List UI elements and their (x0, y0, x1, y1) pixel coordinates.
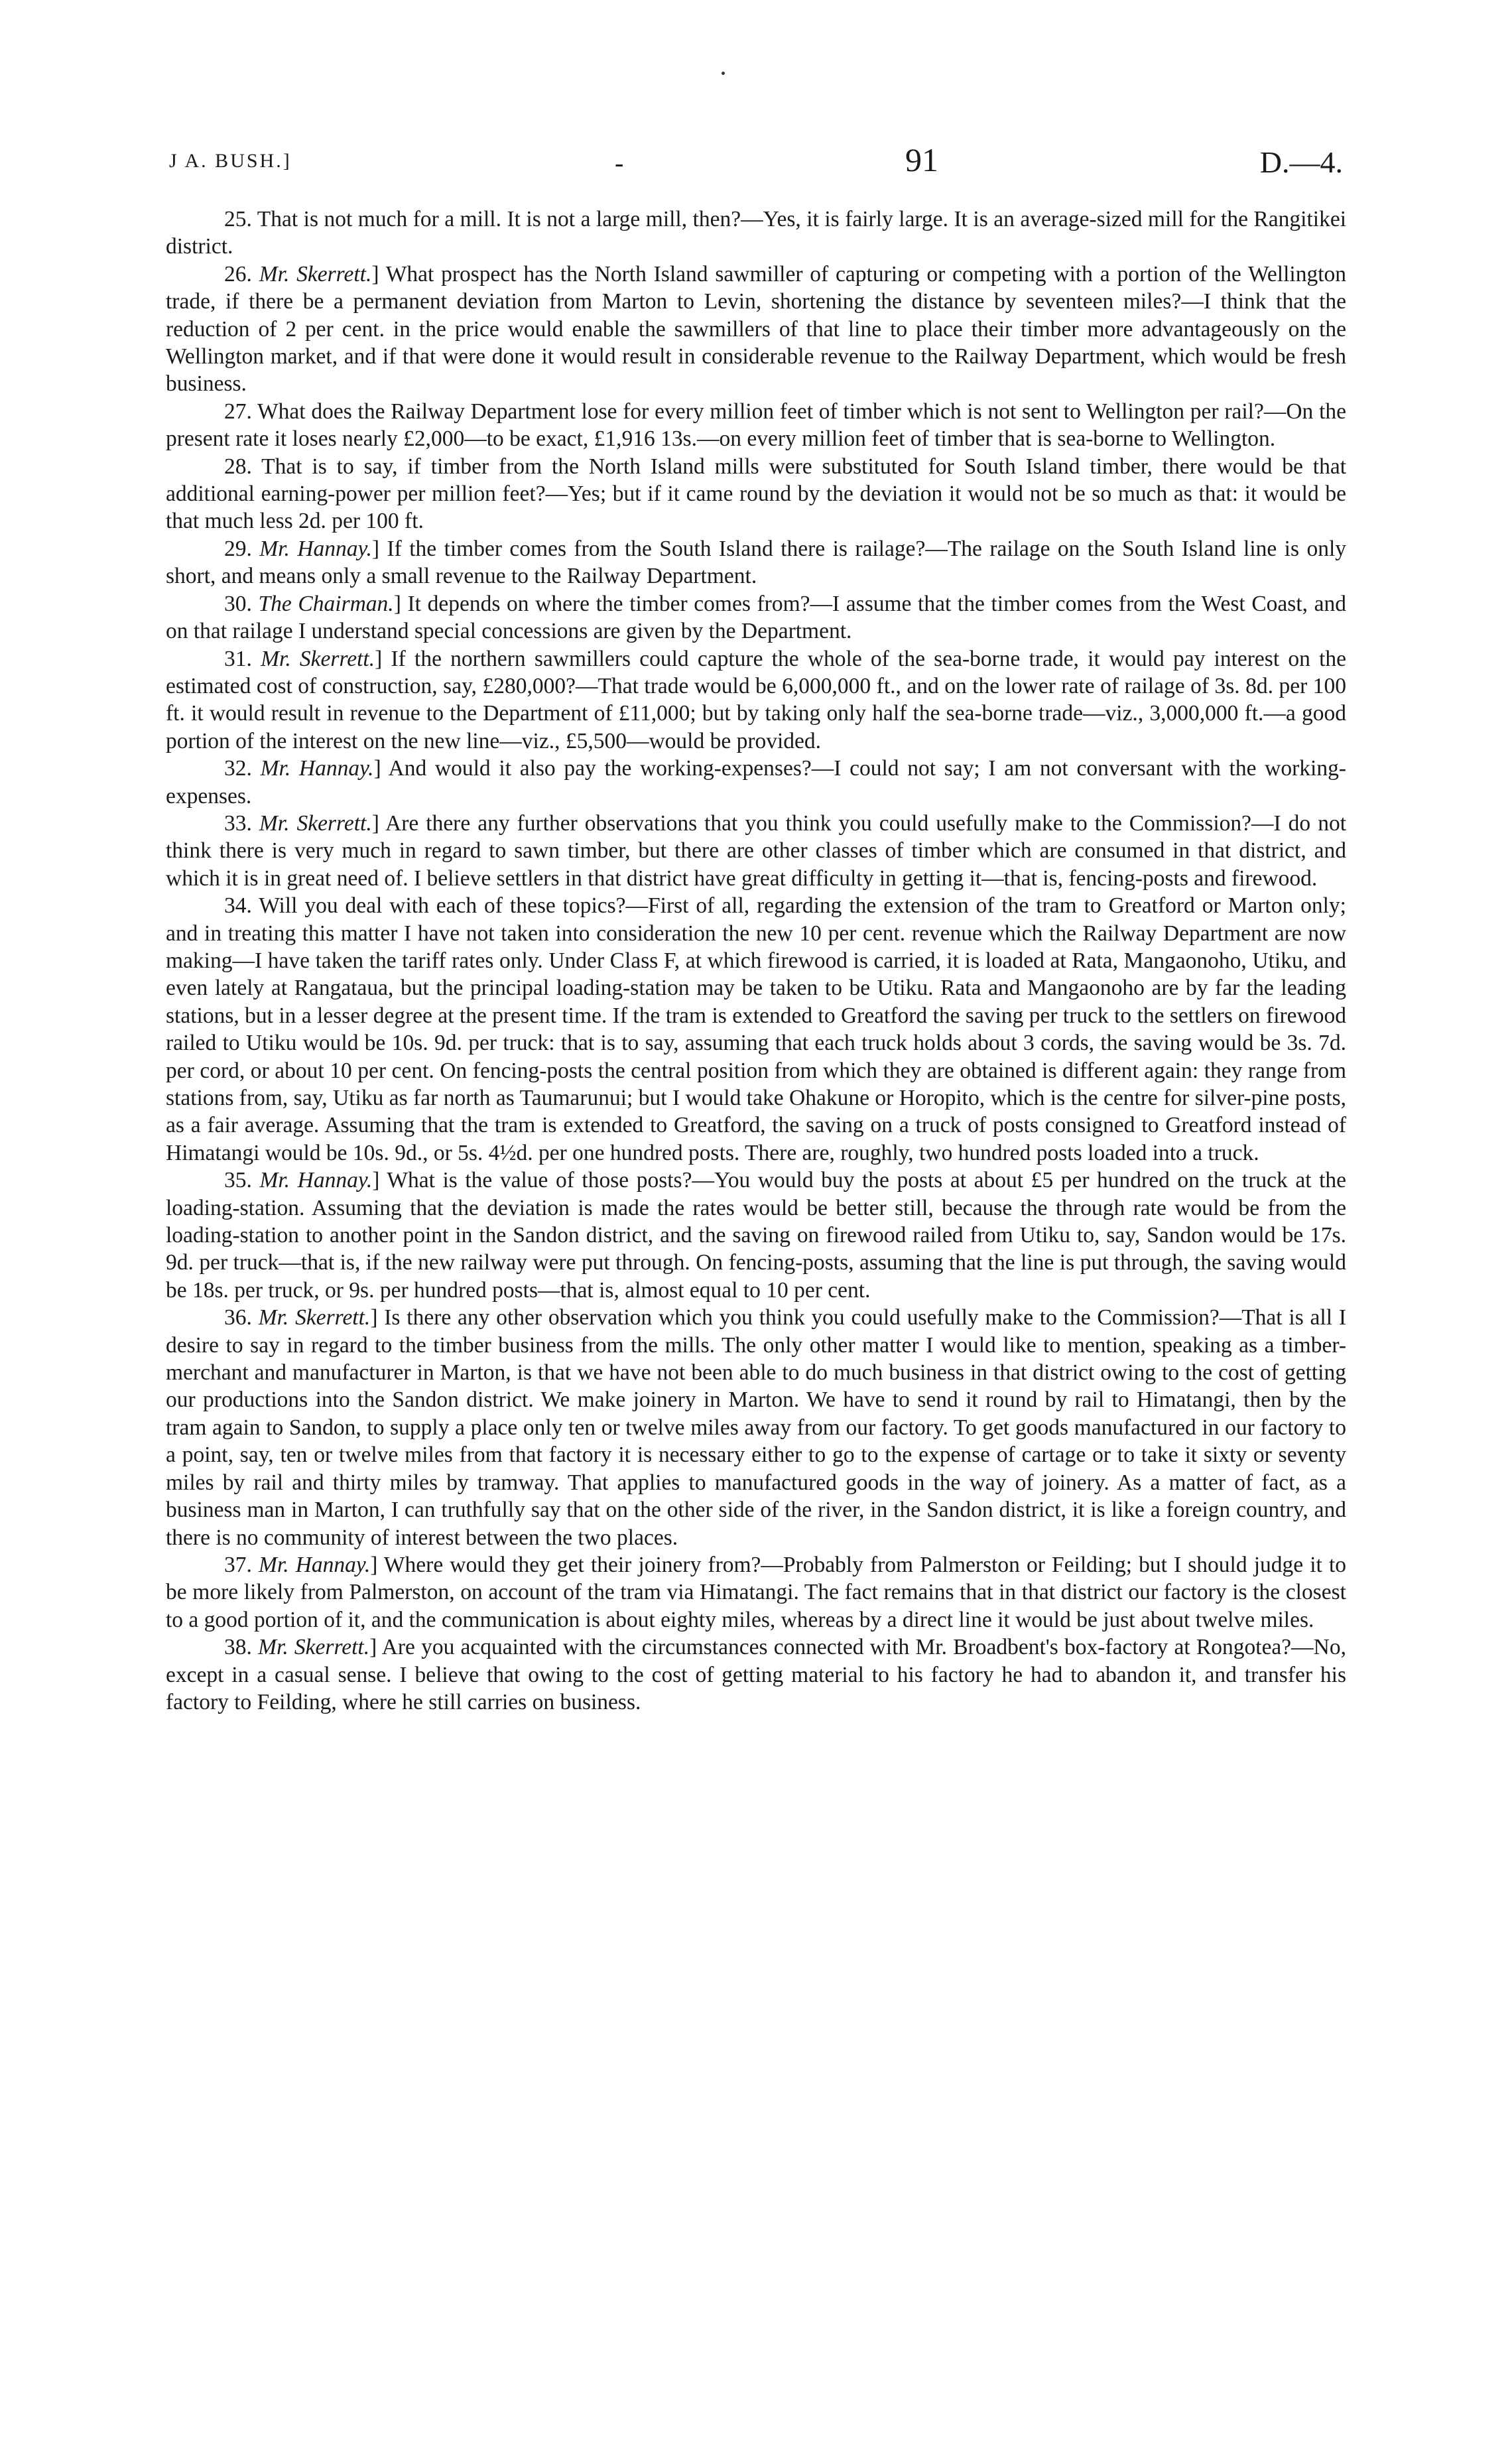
question-number: 37. (224, 1552, 252, 1577)
paragraph-32 (166, 755, 1346, 810)
paragraph-text: ] What prospect has the North Island sawmiller of capturing or competing with a portion of the Wellington trade, if there be a permanent deviation from Marton to Levin, shortening the distance by seventeen miles?—I think that the reduction of 2 per cent. in the price would enable the sawmillers of that line to place their timber more advantageously on the Wellington market, and if that were done it would result in considerable revenue to the Railway Department, which would be fresh business. (166, 261, 1347, 397)
paragraph-text: ] And would it also pay the working-expenses?—I could not say; I am not conversant with the working-expenses. (166, 756, 1346, 808)
paragraph-36 (166, 1304, 1346, 1551)
evidence-body (166, 206, 1346, 1716)
paragraph-30 (166, 590, 1346, 645)
ink-dot (722, 72, 725, 75)
question-number: 35. (224, 1168, 252, 1193)
paragraph-26 (166, 261, 1346, 398)
paragraph-33 (166, 810, 1346, 892)
speaker-name: Mr. Hannay. (259, 536, 372, 561)
question-number: 26. (224, 261, 252, 287)
paragraph-text: ] Is there any other observation which you think you could usefully make to the Commission?—That is all I desire to say in regard to the timber business from the mills. The only other matter I would like to mention, speaking as a timber-merchant and manufacturer in Marton, is that we have not been able to do much business in that district owing to the cost of getting our productions into the Sandon district. We make joinery in Marton. We have to send it round by rail to Himatangi, then by the tram again to Sandon, to supply a place only ten or twelve miles away from our factory. To get goods manufactured in our factory to a point, say, ten or twelve miles from that factory it is necessary either to go to the expense of cartage or to take it sixty or seventy miles by rail and thirty miles by tramway. That applies to manufactured goods in the way of joinery. As a matter of fact, as a business man in Marton, I can truthfully say that on the other side of the river, in the Sandon district, it is like a foreign country, and there is no community of interest between the two places. (166, 1305, 1347, 1550)
witness-name: J A. BUSH.] (169, 150, 292, 172)
header-dash: - (615, 148, 624, 178)
paragraph-35 (166, 1167, 1346, 1304)
paragraph-31 (166, 645, 1346, 755)
question-number: 31. (224, 646, 252, 671)
paragraph-text: ] Are you acquainted with the circumstances connected with Mr. Broadbent's box-factory at Rongotea?—No, except in a casual sense. I believe that owing to the cost of getting material to his factory he had to abandon it, and transfer his factory to Feilding, where he still carries on business. (166, 1635, 1346, 1714)
paragraph-text: ] If the northern sawmillers could capture the whole of the sea-borne trade, it would pay interest on the estimated cost of construction, say, £280,000?—That trade would be 6,000,000 ft., and on the lower rate of railage of 3s. 8d. per 100 ft. it would result in revenue to the Department of £11,000; but by taking only half the sea-borne trade—viz., 3,000,000 ft.—a good portion of the interest on the new line—viz., £5,500—would be provided. (166, 646, 1347, 753)
question-number: 32. (224, 756, 252, 781)
paragraph-25 (166, 206, 1346, 261)
paragraph-37 (166, 1551, 1346, 1634)
question-number: 38. (224, 1635, 252, 1660)
paragraph-29 (166, 535, 1346, 590)
question-number: 33. (224, 810, 252, 836)
paragraph-27 (166, 398, 1346, 453)
speaker-name: Mr. Skerrett. (259, 810, 372, 836)
paragraph-28 (166, 453, 1346, 535)
paragraph-34 (166, 892, 1346, 1167)
speaker-name: Mr. Hannay. (258, 1552, 371, 1577)
paragraph-text: ] Are there any further observations that you think you could usefully make to the Commission?—I do not think there is very much in regard to sawn timber, but there are other classes of timber which are consumed in that district, and which it is in great need of. I believe settlers in that district have great difficulty in getting it—that is, fencing-posts and firewood. (166, 810, 1346, 891)
paragraph-text: 27. What does the Railway Department lose for every million feet of timber which is not sent to Wellington per rail?—On the present rate it loses nearly £2,000—to be exact, £1,916 13s.—on every million feet of timber that is sea-borne to Wellington. (166, 399, 1346, 452)
page-number: 91 (905, 141, 938, 178)
paragraph-text: ] It depends on where the timber comes from?—I assume that the timber comes from the West Coast, and on that railage I understand special concessions are given by the Department. (166, 591, 1347, 644)
question-number: 30. (224, 591, 252, 616)
speaker-name: Mr. Skerrett. (259, 261, 372, 287)
question-number: 29. (224, 536, 252, 561)
paragraph-text: ] What is the value of those posts?—You would buy the posts at about £5 per hundred on the truck at the loading-station. Assuming that the deviation is made the rates would be better still, because the through rate would be from the loading-station to another point in the Sandon district, and the saving on firewood railed from Utiku to, say, Sandon would be 17s. 9d. per truck—that is, if the new railway were put through. On fencing-posts, assuming that the line is put through, the saving would be 18s. per truck, or 9s. per hundred posts—that is, almost equal to 10 per cent. (166, 1168, 1346, 1303)
paragraph-text: 28. That is to say, if timber from the North Island mills were substituted for South Island timber, there would be that additional earning-power per million feet?—Yes; but if it came round by the deviation it would not be so much as that: it would be that much less 2d. per 100 ft. (166, 454, 1346, 534)
paragraph-text: ] If the timber comes from the South Island there is railage?—The railage on the South Island line is only short, and means only a small revenue to the Railway Department. (166, 536, 1346, 589)
speaker-name: Mr. Hannay. (260, 756, 374, 781)
speaker-name: Mr. Skerrett. (261, 646, 375, 671)
paragraph-38 (166, 1634, 1346, 1716)
document-code: D.—4. (1259, 145, 1343, 179)
speaker-name: Mr. Skerrett. (258, 1635, 370, 1660)
paragraph-text: 34. Will you deal with each of these topics?—First of all, regarding the extension of the tram to Greatford or Marton only; and in treating this matter I have not taken into consideration the new 10 per cent. revenue which the Railway Department are now making—I have taken the tariff rates only. Under Class F, at which firewood is carried, it is loaded at Rata, Mangaonoho, Utiku, and even lately at Rangataua, but the principal loading-station may be taken to be Utiku. Rata and Mangaonoho are by far the leading stations, but in a lesser degree at the present time. If the tram is extended to Greatford the saving per truck to the settlers on firewood railed to Utiku would be 10s. 9d. per truck: that is to say, assuming that each truck holds about 3 cords, the saving would be 3s. 7d. per cord, or about 10 per cent. On fencing-posts the central position from which they are obtained is different again: they range from stations from, say, Utiku as far north as Taumarunui; but I would take Ohakune or Horopito, which is the centre for silver-pine posts, as a fair average. Assuming that the tram is extended to Greatford, the saving on a truck of posts consigned to Greatford instead of Himatangi would be 10s. 9d., or 5s. 4½d. per one hundred posts. There are, roughly, two hundred posts loaded into a truck. (166, 893, 1346, 1165)
speaker-name: The Chairman. (258, 591, 394, 616)
paragraph-text: ] Where would they get their joinery from?—Probably from Palmerston or Feilding; but I should judge it to be more likely from Palmerston, on account of the tram via Himatangi. The fact remains that in that district our factory is the closest to a good portion of it, and the communication is about eighty miles, whereas by a direct line it would be just about twelve miles. (166, 1552, 1346, 1632)
page-header (169, 141, 1343, 187)
speaker-name: Mr. Hannay. (259, 1168, 373, 1193)
question-number: 36. (224, 1305, 252, 1330)
speaker-name: Mr. Skerrett. (258, 1305, 371, 1330)
paragraph-text: 25. That is not much for a mill. It is not a large mill, then?—Yes, it is fairly large. It is an average-sized mill for the Rangitikei district. (166, 207, 1346, 259)
